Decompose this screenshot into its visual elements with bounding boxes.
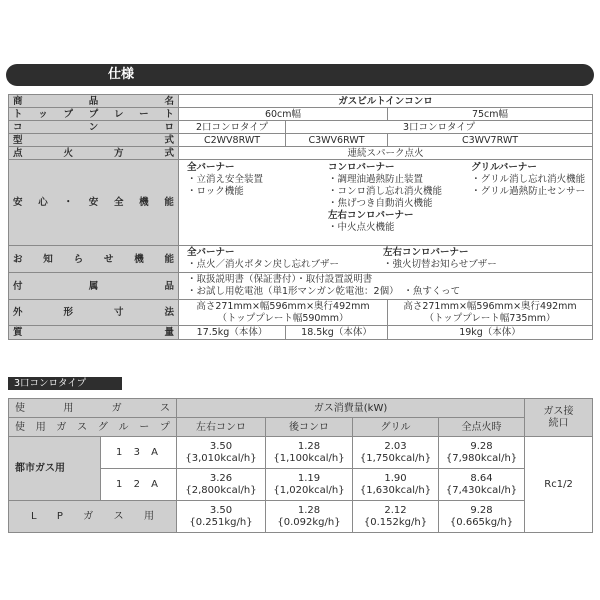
row-fuzoku: [9, 273, 593, 300]
spread-label: ト ッ プ プ レ ー ト: [13, 108, 174, 120]
gas-value: 9.28 {7,980kcal/h}: [439, 437, 525, 469]
anzen-all-item: ・ロック機能: [187, 186, 244, 197]
gaikei-right-2: （トッププレート幅735mm）: [424, 312, 556, 324]
anzen-konro-burner: [328, 162, 458, 234]
oshirase-group-1: [187, 247, 370, 271]
label-shitsuryo: [9, 326, 179, 340]
gas-group-12a: [101, 469, 177, 501]
row-gaikei: [9, 300, 593, 326]
spread-label: 点 火 方 式: [13, 147, 174, 159]
anzen-all-item: ・立消え安全装置: [187, 174, 264, 185]
gas-table: [8, 398, 593, 533]
spec-table: [8, 94, 593, 340]
spread-label: 使 用 ガ ス グ ル ー プ: [15, 421, 170, 433]
oshirase-item-1: ・点火／消火ボタン戻し忘れブザー: [187, 259, 340, 270]
col-ato-konro: 後コンロ: [266, 418, 353, 437]
value-tenka: 連続スパーク点火: [179, 147, 593, 160]
row-tenka: [9, 147, 593, 160]
label-fuzoku: [9, 273, 179, 300]
row-konro: [9, 121, 593, 134]
gaikei-right-1: 高さ271mm×幅596mm×奥行492mm: [403, 300, 577, 312]
spread-label: 付 属 品: [13, 280, 174, 292]
gas-header-group: ガス消費量(kW): [177, 399, 525, 418]
gas-row-lp: [9, 501, 593, 533]
fuzoku-content: [179, 273, 593, 300]
anzen-konro-item: ・コンロ消し忘れ消火機能: [328, 186, 443, 197]
gas-value: 1.90 {1,630kcal/h}: [353, 469, 439, 501]
oshirase-item-2: ・強火切替お知らせブザー: [383, 259, 497, 270]
gas-toshi-label: 都市ガス用: [9, 437, 101, 501]
gaikei-left: [179, 300, 388, 326]
anzen-konro-item: ・調理油過熱防止装置: [328, 174, 424, 185]
value-konro-3: 3口コンロタイプ: [286, 121, 593, 134]
oshirase-group-2: [383, 247, 497, 271]
anzen-grill-item: ・グリル消し忘れ消火機能: [471, 174, 586, 185]
gas-value: 2.03 {1,750kcal/h}: [353, 437, 439, 469]
gas-value: 9.28 {0.665kg/h}: [439, 501, 525, 533]
anzen-grill-burner: [471, 162, 592, 198]
label-tenka: [9, 147, 179, 160]
gas-header-left-1: [9, 399, 177, 418]
gas-lp-label: [9, 501, 177, 533]
row-oshirase: [9, 246, 593, 273]
fuzoku-line-2: ・お試し用乾電池（単1形マンガン乾電池：2個） ・魚すくって: [187, 286, 461, 297]
anzen-all-burner: [187, 162, 315, 198]
label-katashiki: [9, 134, 179, 147]
label-gaikei: [9, 300, 179, 326]
gas-value: 1.28 {0.092kg/h}: [266, 501, 353, 533]
weight-2: 18.5kg（本体）: [286, 326, 388, 340]
gas-value: 1.28 {1,100kcal/h}: [266, 437, 353, 469]
gaikei-left-1: 高さ271mm×幅596mm×奥行492mm: [196, 300, 370, 312]
spread-label: コ ン ロ: [13, 121, 174, 133]
gas-header-connect: ガス接続口: [525, 399, 593, 437]
anzen-all-head: 全バーナー: [187, 162, 235, 173]
section-title: 仕様: [108, 67, 135, 82]
row-top-plate: [9, 108, 593, 121]
sub-section-tag: 3口コンロタイプ: [8, 377, 122, 390]
row-shitsuryo: [9, 326, 593, 340]
value-shohinmei: ガスビルトインコンロ: [179, 95, 593, 108]
spread-label: 1 3 A: [116, 447, 158, 458]
model-c3wv7rwt: C3WV7RWT: [388, 134, 593, 147]
col-grill: グリル: [353, 418, 439, 437]
gas-value: 8.64 {7,430kcal/h}: [439, 469, 525, 501]
spread-label: お 知 ら せ 機 能: [13, 253, 174, 265]
gas-value: 3.50 {3,010kcal/h}: [177, 437, 266, 469]
weight-3: 19kg（本体）: [388, 326, 593, 340]
anzen-konro-item: ・焦げつき自動消火機能: [328, 198, 433, 209]
label-top-plate: [9, 108, 179, 121]
gas-row-13a: [9, 437, 593, 469]
spread-label: 型 式: [13, 134, 174, 146]
spread-label: 商 品 名: [13, 95, 174, 107]
weight-1: 17.5kg（本体）: [179, 326, 286, 340]
value-top-plate-75: 75cm幅: [388, 108, 593, 121]
anzen-lr-head: 左右コンロバーナー: [328, 210, 414, 221]
oshirase-head-1: 全バーナー: [187, 247, 235, 258]
col-zenten: 全点火時: [439, 418, 525, 437]
label-shohinmei: [9, 95, 179, 108]
col-lr-konro: 左右コンロ: [177, 418, 266, 437]
model-c2wv8rwt: C2WV8RWT: [179, 134, 286, 147]
anzen-konro-head: コンロバーナー: [328, 162, 395, 173]
label-anzen: [9, 160, 179, 246]
gas-value: 3.26 {2,800kcal/h}: [177, 469, 266, 501]
gas-value: 1.19 {1,020kcal/h}: [266, 469, 353, 501]
gas-connect-value: Rc1/2: [525, 437, 593, 533]
gas-header-left-2: [9, 418, 177, 437]
anzen-lr-item: ・中火点火機能: [328, 222, 395, 233]
gaikei-right: [388, 300, 593, 326]
gas-header-row-1: [9, 399, 593, 418]
label-oshirase: [9, 246, 179, 273]
spread-label: 外 形 寸 法: [13, 307, 174, 318]
row-shohinmei: [9, 95, 593, 108]
label-konro: [9, 121, 179, 134]
gas-group-13a: [101, 437, 177, 469]
spread-label: 安 心 ・ 安 全 機 能: [13, 197, 174, 208]
gas-value: 3.50 {0.251kg/h}: [177, 501, 266, 533]
spread-label: 1 2 A: [116, 479, 158, 490]
anzen-grill-head: グリルバーナー: [471, 162, 537, 173]
row-katashiki: [9, 134, 593, 147]
model-c3wv6rwt: C3WV6RWT: [286, 134, 388, 147]
anzen-content: [179, 160, 593, 246]
gaikei-left-2: （トッププレート幅590mm）: [217, 312, 349, 324]
gas-value: 2.12 {0.152kg/h}: [353, 501, 439, 533]
anzen-grill-item: ・グリル過熱防止センサー: [471, 186, 586, 197]
fuzoku-line-1: ・取扱説明書（保証書付）・取付設置説明書: [187, 274, 373, 285]
spread-label: L P ガ ス 用: [31, 511, 154, 522]
spread-label: 使 用 ガ ス: [15, 402, 170, 414]
oshirase-content: [179, 246, 593, 273]
value-top-plate-60: 60cm幅: [179, 108, 388, 121]
gas-header-row-2: [9, 418, 593, 437]
value-konro-2: 2口コンロタイプ: [179, 121, 286, 134]
section-title-bar: [6, 64, 594, 86]
oshirase-head-2: 左右コンロバーナー: [383, 247, 469, 258]
row-anzen: [9, 160, 593, 246]
spread-label: 質 量: [13, 327, 174, 338]
